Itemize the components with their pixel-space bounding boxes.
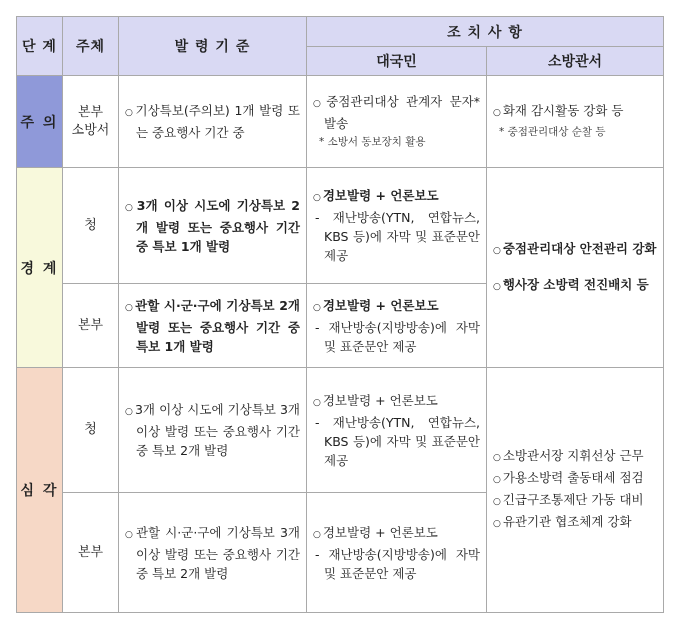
actor-cell: 본부 xyxy=(63,284,119,368)
circle-bullet-icon: ○ xyxy=(493,108,501,118)
station-action-text: 긴급구조통제단 가동 대비 xyxy=(502,492,644,507)
criteria-text: 관할 시·군·구에 기상특보 3개 이상 발령 또는 중요행사 기간 중 특보 2개 발령 xyxy=(135,524,300,581)
station-action-cell xyxy=(487,168,664,368)
stage-label-caution: 주 의 xyxy=(17,76,63,168)
circle-bullet-icon: ○ xyxy=(125,108,134,118)
header-stage: 단 계 xyxy=(17,17,63,76)
circle-bullet-icon: ○ xyxy=(493,281,501,292)
public-action-cell xyxy=(307,76,487,168)
criteria-text: 3개 이상 시도에 기상특보 2개 발령 또는 중요행사 기간 중 특보 1개 발령 xyxy=(136,197,300,254)
station-action-text: 유관기관 협조체계 강화 xyxy=(502,514,632,529)
circle-bullet-icon: ○ xyxy=(313,98,325,109)
stage-label-serious: 심 각 xyxy=(17,368,63,613)
circle-bullet-icon: ○ xyxy=(313,397,321,408)
criteria-cell xyxy=(119,368,307,493)
header-public: 대국민 xyxy=(307,47,487,76)
actor-cell xyxy=(63,76,119,168)
criteria-cell xyxy=(119,284,307,368)
station-action-text: 행사장 소방력 전진배치 등 xyxy=(502,276,649,292)
station-action-text: 가용소방력 출동태세 점검 xyxy=(502,470,644,485)
circle-bullet-icon: ○ xyxy=(493,475,501,485)
circle-bullet-icon: ○ xyxy=(125,529,134,540)
alert-stage-table xyxy=(16,16,664,613)
station-action-cell xyxy=(487,76,664,168)
circle-bullet-icon: ○ xyxy=(493,245,501,256)
public-action-detail: - 재난방송(지방방송)에 자막 및 표준문안 제공 xyxy=(315,546,480,581)
public-action-cell xyxy=(307,493,487,613)
circle-bullet-icon: ○ xyxy=(493,453,501,463)
header-criteria: 발 령 기 준 xyxy=(119,17,307,76)
station-action-text: 소방관서장 지휘선상 근무 xyxy=(502,448,644,463)
public-action-cell xyxy=(307,284,487,368)
criteria-cell xyxy=(119,76,307,168)
public-action-text: 경보발령 + 언론보도 xyxy=(322,188,439,203)
criteria-text: 3개 이상 시도에 기상특보 3개 이상 발령 또는 중요행사 기간 중 특보 2개 발령 xyxy=(134,402,301,458)
actor-line: 본부 xyxy=(77,104,104,120)
circle-bullet-icon: ○ xyxy=(313,529,321,540)
circle-bullet-icon: ○ xyxy=(125,302,134,313)
public-action-detail: - 재난방송(YTN, 연합뉴스, KBS 등)에 자막 및 표준문안 제공 xyxy=(315,210,480,263)
criteria-cell xyxy=(119,168,307,284)
header-actions: 조 치 사 항 xyxy=(307,17,664,47)
footnote: * 중점관리대상 순찰 등 xyxy=(499,126,606,138)
actor-cell: 청 xyxy=(63,368,119,493)
circle-bullet-icon: ○ xyxy=(125,407,133,417)
table-row xyxy=(17,368,664,493)
circle-bullet-icon: ○ xyxy=(313,193,321,203)
header-actor: 주체 xyxy=(63,17,119,76)
stage-label-alert: 경 계 xyxy=(17,168,63,368)
public-action-text: 경보발령 + 언론보도 xyxy=(322,524,438,540)
criteria-text: 관할 시·군·구에 기상특보 2개 발령 또는 중요행사 기간 중 특보 1개 발령 xyxy=(135,297,300,354)
station-action-cell xyxy=(487,368,664,613)
actor-line: 소방서 xyxy=(71,122,110,138)
criteria-text: 기상특보(주의보) 1개 발령 또는 중요행사 기간 중 xyxy=(135,103,300,140)
station-action-text: 중점관리대상 안전관리 강화 xyxy=(502,240,657,256)
public-action-cell xyxy=(307,168,487,284)
public-action-text: 중점관리대상 관계자 문자* 발송 xyxy=(324,93,480,131)
circle-bullet-icon: ○ xyxy=(493,519,501,529)
station-action-text: 화재 감시활동 강화 등 xyxy=(502,103,624,118)
circle-bullet-icon: ○ xyxy=(313,302,321,313)
circle-bullet-icon: ○ xyxy=(493,497,501,507)
footnote: * 소방서 동보장치 활용 xyxy=(319,135,426,148)
public-action-detail: - 재난방송(YTN, 연합뉴스, KBS 등)에 자막 및 표준문안 제공 xyxy=(315,414,480,468)
criteria-cell xyxy=(119,493,307,613)
public-action-text: 경보발령 + 언론보도 xyxy=(322,297,439,313)
header-fire-station: 소방관서 xyxy=(487,47,664,76)
public-action-text: 경보발령 + 언론보도 xyxy=(322,392,438,408)
actor-cell: 본부 xyxy=(63,493,119,613)
table-row xyxy=(17,168,664,284)
public-action-detail: - 재난방송(지방방송)에 자막 및 표준문안 제공 xyxy=(315,319,480,354)
circle-bullet-icon: ○ xyxy=(125,202,135,213)
actor-cell: 청 xyxy=(63,168,119,284)
public-action-cell xyxy=(307,368,487,493)
table-row xyxy=(17,76,664,168)
